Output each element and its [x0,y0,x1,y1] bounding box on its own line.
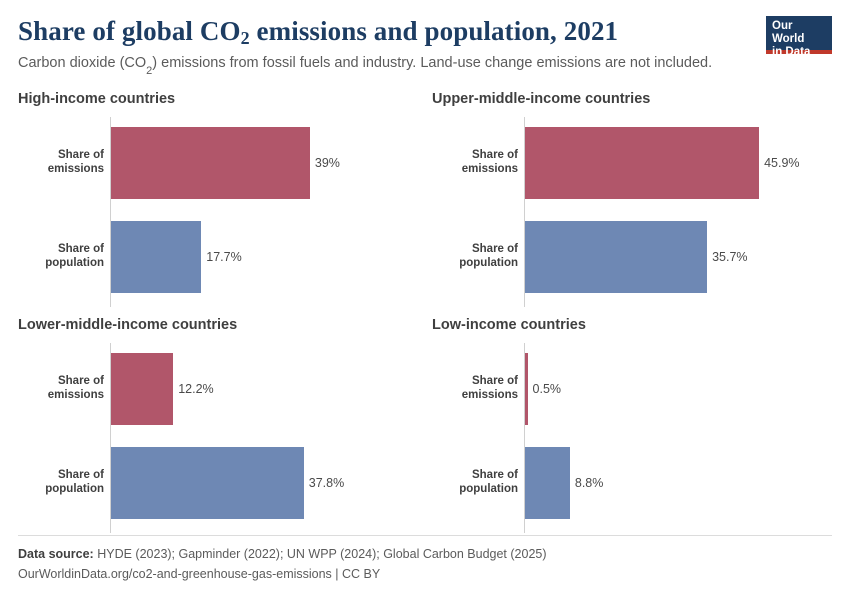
bar-value-label: 45.9% [764,156,800,171]
bar-label [18,469,104,497]
bar-value-label: 17.7% [206,250,242,265]
chart-subtitle [18,54,832,75]
data-source-label: Data source: [18,547,94,562]
bar-row[interactable] [18,353,418,425]
bar-emissions[interactable] [525,127,759,199]
bar-label-line1: Share of [471,149,518,162]
bar-row[interactable] [432,447,832,519]
bar-label-line2: population [45,257,104,270]
bar-row[interactable] [18,447,418,519]
bar-label-line2: emissions [461,389,518,402]
panel-plot [432,117,832,307]
chart-subtitle-prefix: Carbon dioxide (CO [18,55,147,72]
bar-population[interactable] [525,447,570,519]
bar-label [18,149,104,177]
chart-panels [18,91,832,533]
chart-panel [18,317,418,533]
owid-logo-line2: in Data [772,45,811,58]
chart-panel [432,91,832,307]
page-title-subscript: 2 [240,28,250,48]
bar-population[interactable] [111,447,304,519]
bar-label-line2: emissions [461,163,518,176]
bar-label-line1: Share of [57,243,104,256]
panel-title: Lower-middle-income countries [18,317,238,334]
page-title-prefix: Share of global CO [18,16,241,46]
data-source-text: HYDE (2023); Gapminder (2022); UN WPP (2024); Global Carbon Budget (2025) [97,547,547,562]
chart-panel [432,317,832,533]
chart-footer [18,535,832,584]
bar-row[interactable] [432,127,832,199]
bar-label-line2: emissions [47,389,104,402]
page-title [18,16,832,47]
bar-label-line1: Share of [471,375,518,388]
bar-label-line1: Share of [471,243,518,256]
bar-population[interactable] [525,221,707,293]
bar-label [18,243,104,271]
bar-value-label: 12.2% [178,382,214,397]
bar-label-line1: Share of [471,469,518,482]
bar-value-label: 8.8% [574,476,604,491]
bar-label [432,149,518,177]
chart-header [18,16,832,75]
panel-title: High-income countries [18,91,176,108]
source-link[interactable]: OurWorldinData.org/co2-and-greenhouse-gas-emissions | CC BY [18,566,381,581]
bar-row[interactable] [432,353,832,425]
bar-value-label: 35.7% [712,250,748,265]
bar-emissions[interactable] [111,127,310,199]
bar-row[interactable] [18,127,418,199]
bar-label-line2: population [45,483,104,496]
owid-logo[interactable] [766,16,832,58]
bar-emissions[interactable] [111,353,173,425]
bar-label [432,469,518,497]
chart-subtitle-subscript: 2 [146,64,153,77]
bar-row[interactable] [18,221,418,293]
data-source-line [18,545,832,564]
panel-plot [18,117,418,307]
bar-row[interactable] [432,221,832,293]
bar-label-line2: population [459,257,518,270]
panel-plot [18,343,418,533]
bar-label [432,243,518,271]
bar-value-label: 39% [314,156,340,171]
bar-label-line1: Share of [57,469,104,482]
bar-label [18,375,104,403]
bar-label [432,375,518,403]
owid-logo-line1: Our World [772,20,805,45]
bar-population[interactable] [111,221,201,293]
chart-subtitle-suffix: ) emissions from fossil fuels and industry. Land-use change emissions are not included. [152,55,713,72]
panel-plot [432,343,832,533]
bar-label-line2: population [459,483,518,496]
bar-label-line1: Share of [57,149,104,162]
panel-title: Upper-middle-income countries [432,91,651,108]
bar-label-line1: Share of [57,375,104,388]
panel-title: Low-income countries [432,317,586,334]
chart-panel [18,91,418,307]
bar-value-label: 0.5% [532,382,562,397]
page-title-suffix: emissions and population, 2021 [249,16,619,46]
bar-label-line2: emissions [47,163,104,176]
bar-value-label: 37.8% [308,476,345,491]
